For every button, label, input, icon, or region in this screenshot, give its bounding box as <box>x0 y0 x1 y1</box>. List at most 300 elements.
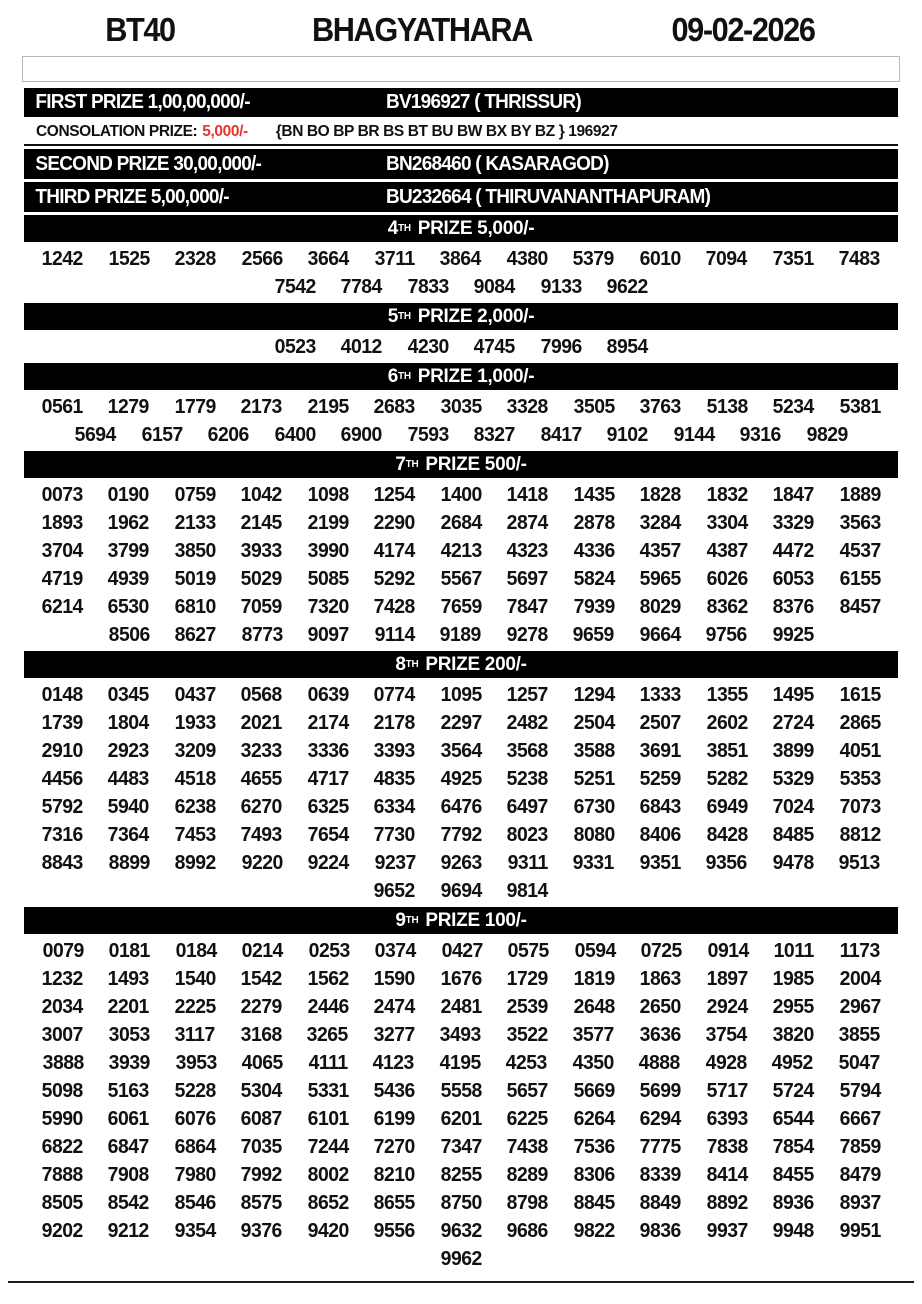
prize-number: 9102 <box>606 423 648 446</box>
prize-number: 3864 <box>439 247 482 270</box>
prize-number: 8506 <box>108 623 150 646</box>
prize-number: 7059 <box>240 595 283 618</box>
prize-number: 2684 <box>440 511 482 534</box>
prize-number: 2145 <box>240 511 283 534</box>
prize-number: 2874 <box>506 511 549 534</box>
prize-number: 4655 <box>240 767 283 790</box>
number-row <box>24 793 898 821</box>
prize-number: 4111 <box>308 1051 348 1074</box>
number-row <box>24 421 898 449</box>
prize-number: 7320 <box>307 595 349 618</box>
number-row <box>24 333 898 361</box>
prize-number: 0073 <box>41 483 83 506</box>
prize-number: 1562 <box>307 967 349 990</box>
prize-number: 7775 <box>639 1135 682 1158</box>
prize-number: 2279 <box>240 995 283 1018</box>
prize-number: 5238 <box>506 767 549 790</box>
prize-number: 4483 <box>107 767 150 790</box>
prize-number: 6225 <box>506 1107 549 1130</box>
prize-number: 9114 <box>374 623 415 646</box>
prize-number: 6157 <box>141 423 183 446</box>
prize-number: 3851 <box>706 739 748 762</box>
prize-number: 7792 <box>440 823 482 846</box>
section-title-6th: 6 TH PRIZE 1,000/- <box>24 363 898 390</box>
prize-number: 9237 <box>374 851 416 874</box>
prize-number: 7493 <box>240 823 283 846</box>
prize-number: 6264 <box>573 1107 615 1130</box>
prize-number: 3209 <box>174 739 216 762</box>
prize-number: 3855 <box>838 1023 881 1046</box>
prize-number: 2539 <box>506 995 549 1018</box>
prize-number: 2290 <box>373 511 416 534</box>
prize-number: 2446 <box>307 995 349 1018</box>
prize-number: 0774 <box>373 683 416 706</box>
prize-number: 8002 <box>307 1163 349 1186</box>
prize-number: 0345 <box>107 683 150 706</box>
prize-number: 3763 <box>639 395 682 418</box>
consolation-label: CONSOLATION PRIZE: <box>36 123 198 140</box>
number-row <box>24 1161 898 1189</box>
prize-number: 8899 <box>108 851 150 874</box>
prize-number: 9962 <box>440 1247 482 1270</box>
prize-number: 2924 <box>706 995 748 1018</box>
prize-number: 1279 <box>107 395 150 418</box>
prize-number: 4888 <box>638 1051 681 1074</box>
prize-number: 8750 <box>440 1191 482 1214</box>
prize-number: 2923 <box>107 739 150 762</box>
lottery-name: BHAGYATHARA <box>312 11 532 48</box>
prize-number: 3691 <box>639 739 682 762</box>
number-row <box>24 709 898 737</box>
prize-number: 5990 <box>41 1107 83 1130</box>
prize-number: 2481 <box>440 995 482 1018</box>
prize-number: 4928 <box>705 1051 747 1074</box>
prize-number: 0523 <box>274 335 316 358</box>
prize-number: 3799 <box>107 539 150 562</box>
prize-number: 5304 <box>240 1079 283 1102</box>
number-row <box>24 737 898 765</box>
prize-number: 3568 <box>506 739 549 762</box>
prize-number: 8023 <box>506 823 549 846</box>
prize-number: 5697 <box>506 567 549 590</box>
prize-number: 9356 <box>705 851 748 874</box>
prize-number: 9836 <box>639 1219 682 1242</box>
prize-number: 8406 <box>639 823 682 846</box>
prize-number: 7536 <box>573 1135 615 1158</box>
prize-number: 6026 <box>706 567 748 590</box>
prize-number: 4350 <box>572 1051 614 1074</box>
prize-number: 1889 <box>839 483 881 506</box>
prize-number: 2178 <box>373 711 416 734</box>
prize-number: 8812 <box>839 823 881 846</box>
prize-number: 8376 <box>772 595 815 618</box>
prize-number: 7854 <box>772 1135 815 1158</box>
prize-number: 5436 <box>373 1079 416 1102</box>
number-row <box>24 621 898 649</box>
prize-number: 5724 <box>772 1079 815 1102</box>
prize-number: 0725 <box>640 939 683 962</box>
prize-number: 5379 <box>572 247 615 270</box>
prize-number: 6400 <box>274 423 316 446</box>
prize-number: 6294 <box>639 1107 682 1130</box>
prize-number: 4065 <box>241 1051 284 1074</box>
prize-number: 6270 <box>240 795 283 818</box>
prize-number: 5381 <box>839 395 881 418</box>
prize-number: 7364 <box>107 823 150 846</box>
prize-number: 5694 <box>74 423 116 446</box>
number-row <box>24 509 898 537</box>
prize-number: 5331 <box>307 1079 349 1102</box>
prize-number: 7270 <box>373 1135 416 1158</box>
section-title-5th: 5 TH PRIZE 2,000/- <box>24 303 898 330</box>
number-row <box>24 765 898 793</box>
consolation-amount: 5,000/- <box>202 123 248 140</box>
prize-number: 2199 <box>307 511 349 534</box>
prize-number: 7888 <box>41 1163 83 1186</box>
prize-number: 9189 <box>439 623 482 646</box>
prize-number: 1294 <box>573 683 615 706</box>
prize-number: 3754 <box>705 1023 748 1046</box>
prize-number: 0914 <box>707 939 749 962</box>
prize-number: 3284 <box>639 511 682 534</box>
prize-number: 8575 <box>240 1191 283 1214</box>
prize-number: 8327 <box>473 423 515 446</box>
prize-number: 9311 <box>507 851 548 874</box>
prize-number: 1355 <box>706 683 748 706</box>
prize-number: 1828 <box>639 483 682 506</box>
prize-number: 6864 <box>174 1135 216 1158</box>
section-title-4th: 4 TH PRIZE 5,000/- <box>24 215 898 242</box>
prize-number: 3035 <box>440 395 482 418</box>
prize-number: 9937 <box>706 1219 748 1242</box>
prize-number: 4719 <box>41 567 83 590</box>
number-row <box>24 849 898 877</box>
number-row <box>24 565 898 593</box>
prize-number: 5567 <box>440 567 482 590</box>
prize-number: 1095 <box>440 683 482 706</box>
prize-number: 6544 <box>772 1107 815 1130</box>
prize-section-9th <box>24 907 898 1273</box>
prize-number: 4195 <box>439 1051 481 1074</box>
prize-number: 9212 <box>107 1219 150 1242</box>
section-title-9th: 9 TH PRIZE 100/- <box>24 907 898 934</box>
prize-number: 6822 <box>41 1135 83 1158</box>
prize-number: 7428 <box>373 595 416 618</box>
prize-number: 7784 <box>340 275 382 298</box>
prize-number: 2967 <box>839 995 881 1018</box>
prize-sections <box>24 215 898 1273</box>
first-prize-label: FIRST PRIZE 1,00,00,000/- <box>35 91 250 113</box>
prize-number: 9278 <box>506 623 548 646</box>
prize-number: 8652 <box>307 1191 349 1214</box>
prize-number: 1847 <box>772 483 815 506</box>
prize-number: 9822 <box>573 1219 615 1242</box>
prize-number: 6076 <box>174 1107 216 1130</box>
prize-number: 2297 <box>440 711 482 734</box>
prize-number: 0214 <box>241 939 284 962</box>
prize-number: 9756 <box>705 623 748 646</box>
prize-number: 8546 <box>174 1191 216 1214</box>
number-row <box>24 537 898 565</box>
prize-number: 4357 <box>639 539 682 562</box>
prize-number: 7351 <box>772 247 814 270</box>
prize-number: 6155 <box>839 567 881 590</box>
prize-number: 7908 <box>107 1163 150 1186</box>
prize-number: 7730 <box>373 823 416 846</box>
prize-number: 8479 <box>839 1163 881 1186</box>
prize-number: 8457 <box>839 595 881 618</box>
prize-number: 4518 <box>174 767 216 790</box>
prize-number: 7244 <box>307 1135 349 1158</box>
bottom-rule <box>8 1281 914 1283</box>
prize-number: 9376 <box>240 1219 283 1242</box>
number-row <box>24 1217 898 1245</box>
prize-number: 1615 <box>839 683 881 706</box>
prize-number: 5824 <box>573 567 615 590</box>
prize-number: 9202 <box>41 1219 83 1242</box>
prize-number: 2021 <box>240 711 283 734</box>
prize-number: 6476 <box>440 795 482 818</box>
prize-number: 6667 <box>839 1107 881 1130</box>
prize-number: 4835 <box>373 767 416 790</box>
prize-number: 8505 <box>41 1191 83 1214</box>
section-title-7th: 7 TH PRIZE 500/- <box>24 451 898 478</box>
prize-number: 6061 <box>107 1107 150 1130</box>
prize-number: 4387 <box>706 539 748 562</box>
prize-number: 4939 <box>107 567 150 590</box>
section-title-8th: 8 TH PRIZE 200/- <box>24 651 898 678</box>
prize-number: 9948 <box>772 1219 815 1242</box>
prize-number: 8843 <box>41 851 84 874</box>
prize-number: 5657 <box>506 1079 549 1102</box>
prize-number: 9632 <box>440 1219 482 1242</box>
prize-number: 7542 <box>274 275 316 298</box>
prize-number: 7024 <box>772 795 815 818</box>
prize-number: 7035 <box>240 1135 283 1158</box>
prize-number: 1418 <box>506 483 549 506</box>
prize-number: 8306 <box>573 1163 615 1186</box>
prize-number: 2683 <box>373 395 416 418</box>
prize-number: 3522 <box>506 1023 548 1046</box>
prize-number: 3711 <box>374 247 415 270</box>
prize-number: 5085 <box>307 567 349 590</box>
prize-number: 8210 <box>373 1163 416 1186</box>
prize-number: 1540 <box>174 967 216 990</box>
prize-number: 4336 <box>573 539 615 562</box>
prize-number: 1333 <box>639 683 682 706</box>
number-row <box>24 273 898 301</box>
prize-number: 4323 <box>506 539 549 562</box>
prize-number: 9144 <box>673 423 715 446</box>
second-prize-label: SECOND PRIZE 30,00,000/- <box>35 152 262 175</box>
number-row <box>24 1189 898 1217</box>
prize-number: 4174 <box>373 539 416 562</box>
prize-number: 2173 <box>240 395 283 418</box>
number-row <box>24 1133 898 1161</box>
prize-number: 8255 <box>440 1163 482 1186</box>
prize-number: 8289 <box>506 1163 549 1186</box>
number-row <box>24 593 898 621</box>
number-row <box>24 481 898 509</box>
prize-number: 1400 <box>440 483 482 506</box>
prize-number: 4230 <box>407 335 449 358</box>
prize-number: 9925 <box>772 623 814 646</box>
prize-number: 2004 <box>839 967 881 990</box>
top-prizes <box>24 88 898 212</box>
prize-number: 1897 <box>706 967 748 990</box>
prize-number: 3577 <box>572 1023 615 1046</box>
prize-number: 4537 <box>839 539 881 562</box>
prize-number: 2474 <box>373 995 416 1018</box>
prize-number: 1173 <box>839 939 880 962</box>
third-prize-label: THIRD PRIZE 5,00,000/- <box>35 185 229 208</box>
third-prize-bar <box>24 182 898 212</box>
prize-number: 1590 <box>373 967 416 990</box>
prize-number: 7593 <box>407 423 449 446</box>
prize-number: 3820 <box>772 1023 814 1046</box>
prize-number: 0575 <box>507 939 550 962</box>
prize-number: 9224 <box>307 851 350 874</box>
prize-number: 6053 <box>772 567 815 590</box>
number-row <box>24 821 898 849</box>
prize-number: 1933 <box>174 711 216 734</box>
prize-number: 2482 <box>506 711 549 734</box>
prize-number: 8339 <box>639 1163 682 1186</box>
prize-number: 9694 <box>440 879 482 902</box>
number-row <box>24 1105 898 1133</box>
prize-number: 5353 <box>839 767 881 790</box>
prize-number: 8655 <box>373 1191 416 1214</box>
prize-number: 1676 <box>440 967 482 990</box>
prize-number: 7838 <box>706 1135 748 1158</box>
prize-number: 9478 <box>772 851 814 874</box>
prize-number: 8542 <box>107 1191 150 1214</box>
prize-number: 5669 <box>573 1079 615 1102</box>
prize-number: 0594 <box>574 939 616 962</box>
number-row <box>24 681 898 709</box>
prize-number: 5792 <box>41 795 83 818</box>
prize-number: 7659 <box>440 595 482 618</box>
prize-number: 1962 <box>107 511 150 534</box>
prize-number: 5259 <box>639 767 682 790</box>
prize-number: 1779 <box>174 395 216 418</box>
prize-number: 8627 <box>174 623 217 646</box>
prize-number: 6206 <box>207 423 249 446</box>
prize-number: 8080 <box>573 823 615 846</box>
prize-number: 9686 <box>506 1219 549 1242</box>
prize-number: 1525 <box>108 247 150 270</box>
number-row <box>24 245 898 273</box>
prize-number: 5029 <box>240 567 283 590</box>
consolation-series: {BN BO BP BR BS BT BU BW BX BY BZ } 196927 <box>275 123 618 140</box>
prize-number: 9513 <box>838 851 881 874</box>
prize-number: 8892 <box>706 1191 748 1214</box>
prize-number: 0759 <box>174 483 216 506</box>
prize-number: 3505 <box>573 395 615 418</box>
prize-number: 9097 <box>307 623 350 646</box>
prize-number: 8849 <box>639 1191 682 1214</box>
prize-number: 0639 <box>307 683 349 706</box>
prize-number: 9331 <box>572 851 615 874</box>
prize-number: 6238 <box>174 795 216 818</box>
prize-number: 1042 <box>240 483 283 506</box>
prize-number: 3563 <box>839 511 881 534</box>
prize-number: 7980 <box>174 1163 216 1186</box>
prize-number: 8936 <box>772 1191 815 1214</box>
prize-number: 5047 <box>838 1051 880 1074</box>
prize-number: 0148 <box>41 683 83 706</box>
prize-number: 8954 <box>606 335 648 358</box>
number-row <box>24 993 898 1021</box>
prize-number: 7654 <box>307 823 349 846</box>
prize-number: 6214 <box>41 595 83 618</box>
prize-number: 5098 <box>41 1079 83 1102</box>
prize-number: 1819 <box>573 967 615 990</box>
prize-number: 7438 <box>506 1135 549 1158</box>
prize-number: 3329 <box>772 511 815 534</box>
prize-number: 5282 <box>706 767 748 790</box>
prize-number: 3664 <box>307 247 350 270</box>
prize-number: 2195 <box>307 395 349 418</box>
prize-number: 9622 <box>606 275 648 298</box>
prize-number: 4472 <box>772 539 815 562</box>
second-prize-winner: BN268460 ( KASARAGOD) <box>385 152 609 175</box>
prize-number: 8455 <box>772 1163 815 1186</box>
number-row <box>24 965 898 993</box>
prize-number: 1257 <box>506 683 549 706</box>
prize-number: 6199 <box>373 1107 416 1130</box>
prize-number: 3336 <box>307 739 349 762</box>
prize-number: 1985 <box>772 967 815 990</box>
prize-number: 9354 <box>174 1219 216 1242</box>
prize-number: 5251 <box>573 767 615 790</box>
prize-number: 1804 <box>107 711 150 734</box>
prize-number: 8845 <box>573 1191 615 1214</box>
prize-number: 3304 <box>706 511 748 534</box>
prize-number: 2878 <box>573 511 615 534</box>
prize-number: 2201 <box>107 995 150 1018</box>
number-row <box>24 1049 898 1077</box>
prize-number: 3888 <box>42 1051 84 1074</box>
prize-number: 3053 <box>108 1023 150 1046</box>
prize-number: 8485 <box>772 823 815 846</box>
prize-number: 2650 <box>639 995 682 1018</box>
prize-number: 4380 <box>506 247 548 270</box>
prize-number: 1242 <box>41 247 84 270</box>
prize-number: 0181 <box>108 939 151 962</box>
prize-number: 5138 <box>706 395 748 418</box>
prize-number: 7316 <box>41 823 83 846</box>
prize-number: 3899 <box>772 739 815 762</box>
prize-number: 9556 <box>373 1219 416 1242</box>
prize-number: 3168 <box>240 1023 282 1046</box>
prize-number: 7094 <box>705 247 748 270</box>
prize-number: 9351 <box>639 851 681 874</box>
prize-section-6th <box>24 363 898 449</box>
prize-number: 3493 <box>439 1023 482 1046</box>
prize-section-4th <box>24 215 898 301</box>
draw-date: 09-02-2026 <box>671 11 815 48</box>
number-row <box>24 1245 898 1273</box>
header <box>0 0 922 52</box>
prize-number: 1011 <box>773 939 815 962</box>
prize-number: 3850 <box>174 539 216 562</box>
prize-number: 7939 <box>573 595 615 618</box>
prize-number: 7833 <box>407 275 449 298</box>
prize-number: 0079 <box>42 939 84 962</box>
prize-number: 2133 <box>174 511 216 534</box>
prize-number: 3007 <box>41 1023 84 1046</box>
